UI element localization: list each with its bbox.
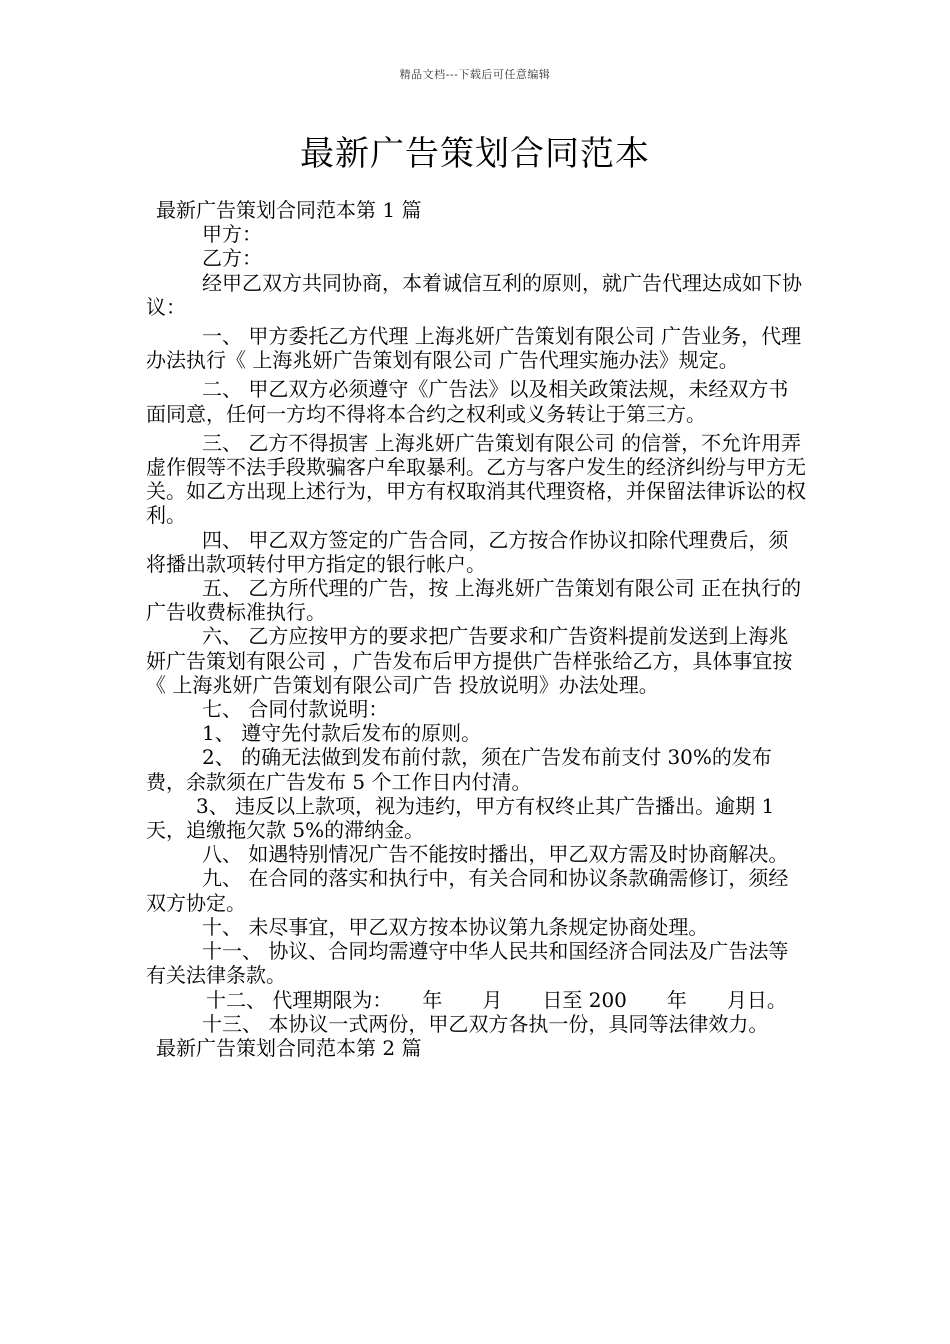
- document-body: [146, 198, 808, 1060]
- clause-2: 二、 甲乙双方必须遵守《广告法》以及相关政策法规，未经双方书面同意，任何一方均不得将本合约之权利或义务转让于第三方。: [146, 377, 789, 426]
- clause-5: 五、 乙方所代理的广告，按 上海兆妍广告策划有限公司 正在执行的广告收费标准执行。: [146, 576, 802, 625]
- clause-1: 一、 甲方委托乙方代理 上海兆妍广告策划有限公司 广告业务，代理办法执行《 上海兆妍广告策划有限公司 广告代理实施办法》规定。: [146, 324, 802, 373]
- payment-item-2: 2、 的确无法做到发布前付款，须在广告发布前支付 30%的发布费，余款须在广告发布 5 个工作日内付清。: [146, 745, 772, 794]
- payment-item-3: 3、 违反以上款项，视为违约，甲方有权终止其广告播出。逾期 1 天，追缴拖欠款 5%的滞纳金。: [146, 793, 775, 843]
- clause-8: 八、 如遇特别情况广告不能按时播出，甲乙双方需及时协商解决。: [202, 842, 789, 867]
- section-heading-1: 最新广告策划合同范本第 1 篇: [156, 198, 422, 222]
- header-note: 精品文档---下载后可任意编辑: [399, 68, 551, 81]
- clause-3: 三、 乙方不得损害 上海兆妍广告策划有限公司 的信誉，不允许用弄虚作假等不法手段欺骗客户牟取暴利。乙方与客户发生的经济纠纷与甲方无关。如乙方出现上述行为，甲方有权取消其代理资格，并保留法律诉讼的权利。: [146, 430, 806, 528]
- clause-6: 六、 乙方应按甲方的要求把广告要求和广告资料提前发送到上海兆妍广告策划有限公司 ，广告发布后甲方提供广告样张给乙方，具体事宜按《 上海兆妍广告策划有限公司广告 投放说明》办法处理。: [146, 624, 793, 697]
- clause-10: 十、 未尽事宜，甲乙双方按本协议第九条规定协商处理。: [202, 914, 709, 939]
- clause-11: 十一、 协议、合同均需遵守中华人民共和国经济合同法及广告法等有关法律条款。: [146, 939, 789, 988]
- clause-13: 十三、 本协议一式两份，甲乙双方各执一份，具同等法律效力。: [202, 1011, 769, 1036]
- clause-9: 九、 在合同的落实和执行中，有关合同和协议条款确需修订，须经双方协定。: [146, 866, 789, 915]
- party-b-label: 乙方：: [202, 246, 262, 271]
- clause-7: 七、 合同付款说明：: [202, 697, 389, 722]
- clause-4: 四、 甲乙双方签定的广告合同，乙方按合作协议扣除代理费后，须将播出款项转付甲方指定的银行帐户。: [146, 527, 789, 576]
- intro-paragraph: 经甲乙双方共同协商，本着诚信互利的原则，就广告代理达成如下协议：: [146, 270, 802, 319]
- section-heading-2: 最新广告策划合同范本第 2 篇: [156, 1035, 422, 1060]
- party-a-label: 甲方：: [202, 222, 262, 247]
- payment-item-1: 1、 遵守先付款后发布的原则。: [202, 721, 482, 746]
- document-title: 最新广告策划合同范本: [300, 134, 650, 174]
- clause-12: 十二、 代理期限为： 年 月 日至 200 年 月日。: [206, 987, 787, 1012]
